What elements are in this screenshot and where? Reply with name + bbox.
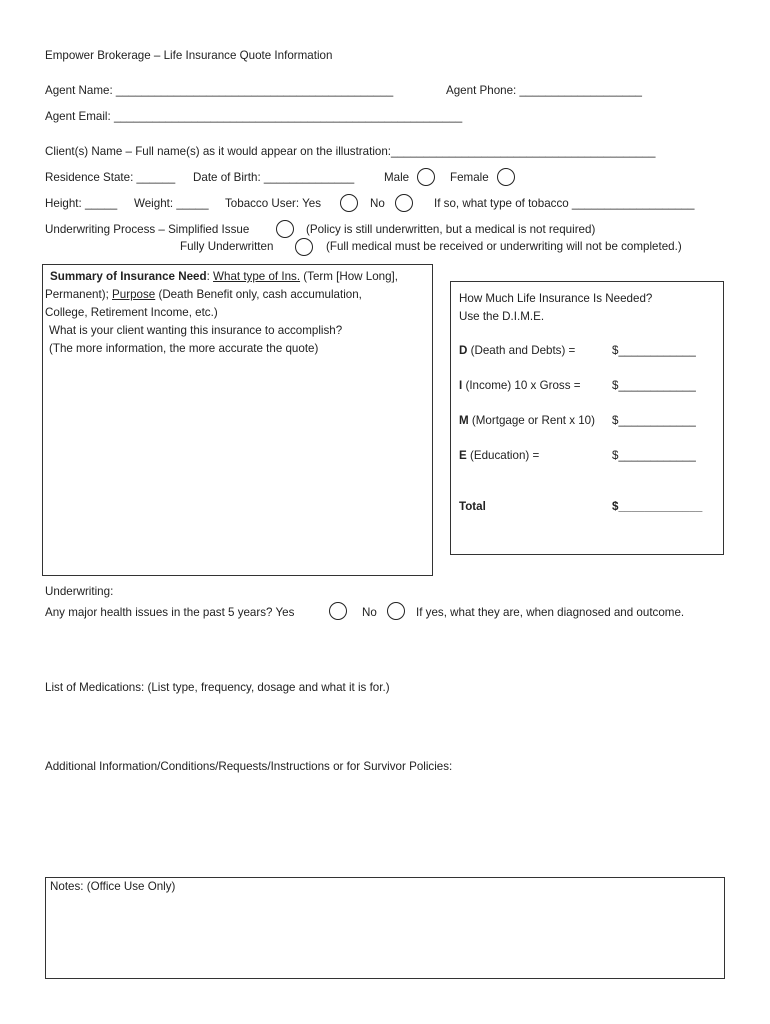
fully-underwritten-label: Fully Underwritten (180, 240, 274, 253)
summary-line-1 (50, 270, 398, 284)
income-field[interactable]: $____________ (612, 379, 696, 392)
summary-line-4: What is your client wanting this insurance to accomplish? (49, 324, 343, 337)
dime-e-text: (Education) = (469, 449, 540, 462)
dime-box (450, 281, 724, 555)
medications-label: List of Medications: (List type, frequency, dosage and what it is for.) (45, 681, 390, 694)
tobacco-no-label: No (370, 197, 385, 210)
male-radio[interactable] (417, 168, 435, 186)
medications-area[interactable] (45, 698, 725, 748)
agent-name-field[interactable]: Agent Name: ___________________________________________ (45, 84, 394, 97)
summary-line-2-rest: (Death Benefit only, cash accumulation, (158, 288, 362, 301)
mortgage-field[interactable]: $____________ (612, 414, 696, 427)
health-no-label: No (362, 606, 377, 619)
height-field[interactable]: Height: _____ (45, 197, 118, 210)
tobacco-no-radio[interactable] (395, 194, 413, 212)
simplified-issue-note: (Policy is still underwritten, but a medical is not required) (306, 223, 596, 236)
client-name-field[interactable]: Client(s) Name – Full name(s) as it would appear on the illustration:_________________________________________ (45, 145, 656, 158)
dime-question: How Much Life Insurance Is Needed? (459, 292, 653, 305)
fully-underwritten-radio[interactable] (295, 238, 313, 256)
weight-field[interactable]: Weight: _____ (134, 197, 209, 210)
office-notes-box[interactable] (45, 877, 725, 979)
dime-i-row-label (459, 379, 580, 393)
underwriting-process-label: Underwriting Process – Simplified Issue (45, 223, 250, 236)
underwriting-heading: Underwriting: (45, 585, 114, 598)
purpose-text: Purpose (112, 288, 156, 301)
summary-line-2-start: Permanent); (45, 288, 109, 301)
fully-underwritten-note: (Full medical must be received or underwriting will not be completed.) (326, 240, 682, 253)
dime-m-row-label (459, 414, 595, 428)
health-yes-radio[interactable] (329, 602, 347, 620)
agent-phone-field[interactable]: Agent Phone: ___________________ (446, 84, 642, 97)
health-followup-text: If yes, what they are, when diagnosed and outcome. (416, 606, 685, 619)
date-of-birth-field[interactable]: Date of Birth: ______________ (193, 171, 355, 184)
dime-d-letter: D (459, 344, 468, 357)
female-radio[interactable] (497, 168, 515, 186)
health-issues-question: Any major health issues in the past 5 years? Yes (45, 606, 295, 619)
simplified-issue-radio[interactable] (276, 220, 294, 238)
health-no-radio[interactable] (387, 602, 405, 620)
education-field[interactable]: $____________ (612, 449, 696, 462)
male-label: Male (384, 171, 410, 184)
dime-i-letter: I (459, 379, 463, 392)
dime-d-text: (Death and Debts) = (470, 344, 576, 357)
additional-info-label: Additional Information/Conditions/Requests/Instructions or for Survivor Policies: (45, 760, 453, 773)
tobacco-type-field[interactable]: If so, what type of tobacco ___________________ (434, 197, 695, 210)
summary-line-5: (The more information, the more accurate the quote) (49, 342, 319, 355)
tobacco-yes-radio[interactable] (340, 194, 358, 212)
dime-i-text: (Income) 10 x Gross = (465, 379, 581, 392)
dime-d-row-label (459, 344, 575, 358)
summary-line-1-rest: (Term [How Long], (303, 270, 398, 283)
total-field[interactable]: $_____________ (612, 500, 703, 513)
female-label: Female (450, 171, 489, 184)
dime-e-letter: E (459, 449, 467, 462)
residence-state-field[interactable]: Residence State: ______ (45, 171, 176, 184)
summary-line-3: College, Retirement Income, etc.) (45, 306, 218, 319)
summary-heading: Summary of Insurance Need (50, 270, 207, 283)
additional-info-area[interactable] (45, 778, 725, 868)
dime-total-label: Total (459, 500, 486, 513)
dime-m-text: (Mortgage or Rent x 10) (471, 414, 595, 427)
death-debts-field[interactable]: $____________ (612, 344, 696, 357)
agent-email-field[interactable]: Agent Email: ______________________________________________________ (45, 110, 463, 123)
dime-use-text: Use the D.I.M.E. (459, 310, 545, 323)
dime-m-letter: M (459, 414, 469, 427)
summary-colon: : (206, 270, 210, 283)
tobacco-user-label: Tobacco User: Yes (225, 197, 322, 210)
insurance-type-text: What type of Ins. (213, 270, 301, 283)
summary-line-2 (45, 288, 362, 302)
dime-e-row-label (459, 449, 539, 463)
summary-of-need-box[interactable] (42, 264, 433, 576)
page-title: Empower Brokerage – Life Insurance Quote Information (45, 49, 333, 62)
notes-label: Notes: (Office Use Only) (50, 880, 176, 893)
